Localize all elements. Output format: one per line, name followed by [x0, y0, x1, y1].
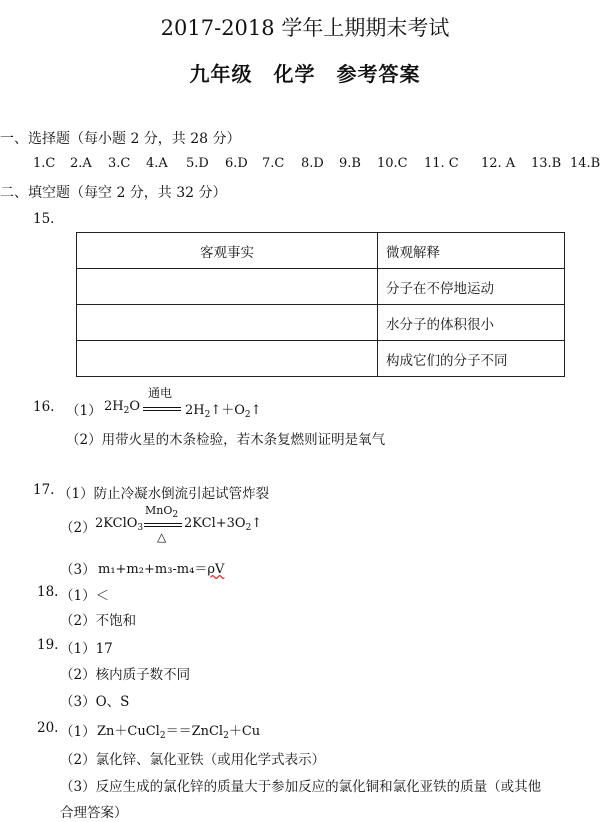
mass-expression: m₁+m₂+m₃-m₄＝ρV — [98, 562, 225, 577]
part-label: （3） — [60, 562, 96, 578]
displacement-equation: Zn＋CuCl$_2$＝＝ZnCl$_2$＋Cu — [97, 724, 261, 741]
equation-reactant: 2KClO$_3$ — [95, 516, 144, 533]
answer-line: 合理答案） — [60, 805, 128, 821]
question-number: 16. — [33, 399, 55, 415]
table-cell — [77, 305, 378, 341]
equation-reactant: $2H_2O$ — [104, 399, 141, 416]
mc-answer: 7.C — [262, 156, 285, 171]
part-label: （1） — [66, 403, 102, 419]
heat-symbol: △ — [157, 530, 167, 544]
mc-answer: 4.A — [146, 156, 168, 171]
question-number: 17. — [33, 482, 55, 498]
answer-line: （3）O、S — [60, 694, 130, 710]
equation-sign — [144, 523, 182, 527]
part-label: （1） — [60, 724, 96, 740]
equation-product: $2H_2↑+O_2↑$ — [185, 403, 262, 420]
mc-answer: 9.B — [339, 156, 361, 171]
table-cell — [77, 269, 378, 305]
mc-answer: 14.B — [570, 156, 601, 171]
mc-answer: 2.A — [70, 156, 92, 171]
mc-answer: 10.C — [377, 156, 408, 171]
answer-line: （2）核内质子数不同 — [60, 667, 191, 683]
table-header-explanation: 微观解释 — [378, 233, 565, 269]
mc-answer: 13.B — [531, 156, 562, 171]
answer-line: （2）用带火星的木条检验，若木条复燃则证明是氧气 — [66, 432, 386, 448]
answer-line: （2）不饱和 — [60, 613, 137, 629]
part-label: （2） — [60, 520, 96, 536]
mc-answer: 3.C — [108, 156, 131, 171]
table-header-fact: 客观事实 — [77, 233, 378, 269]
question-number: 20. — [37, 720, 59, 736]
equation-sign — [143, 407, 181, 411]
section1-heading: 一、选择题（每小题 2 分，共 28 分） — [0, 131, 241, 147]
exam-title: 2017-2018 学年上期期末考试 — [160, 16, 450, 40]
mc-answer: 1.C — [33, 156, 56, 171]
equation-product: $2KCl+3O_2↑$ — [184, 516, 263, 533]
answer-line: （1）＜ — [60, 588, 110, 604]
answer-line: （1）防止冷凝水倒流引起试管炸裂 — [58, 486, 270, 502]
question-number: 19. — [37, 637, 59, 653]
q15-table — [76, 232, 565, 377]
table-cell: 构成它们的分子不同 — [378, 341, 565, 377]
table-cell — [77, 341, 378, 377]
question-number: 15. — [33, 211, 55, 227]
mc-answer: 6.D — [225, 156, 248, 171]
mc-answer: 11. C — [424, 156, 459, 171]
table-cell: 分子在不停地运动 — [378, 269, 565, 305]
section2-heading: 二、填空题（每空 2 分，共 32 分） — [0, 185, 227, 201]
answer-line: （1）17 — [60, 641, 113, 657]
table-cell: 水分子的体积很小 — [378, 305, 565, 341]
answer-line: （3）反应生成的氯化锌的质量大于参加反应的氯化铜和氯化亚铁的质量（或其他 — [60, 779, 542, 795]
answer-line: （2）氯化锌、氯化亚铁（或用化学式表示） — [60, 752, 326, 768]
question-number: 18. — [37, 584, 59, 600]
reaction-condition: 通电 — [148, 386, 173, 400]
answer-key-subtitle: 九年级 化学 参考答案 — [189, 62, 421, 86]
catalyst-label: MnO$_2$ — [145, 504, 179, 520]
mc-answer: 12. A — [481, 156, 516, 171]
mc-answer: 5.D — [186, 156, 209, 171]
mc-answer: 8.D — [301, 156, 324, 171]
